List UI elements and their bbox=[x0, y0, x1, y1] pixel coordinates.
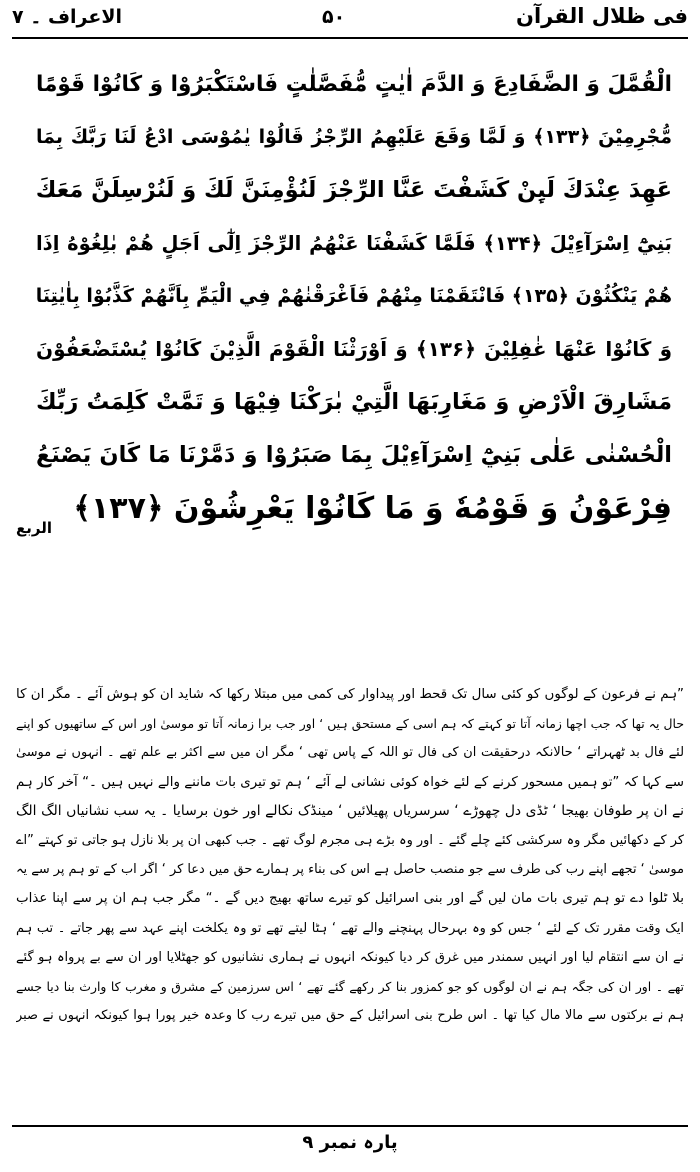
commentary-line: تھے ۔ اور ان کی جگہ ہم نے ان لوگوں کو جو کمزور بنا کر رکھے گئے تھے ‘ اس سرزمین کے مشرق و مغرب کا وارث بنا دیا جسے bbox=[16, 978, 684, 994]
commentary-line: لئے فال بد ٹھہراتے ‘ حالانکہ درحقیقت ان کی فال تو اللہ کے پاس تھی ‘ مگر ان میں سے اکثر بے علم تھے ۔ انہوں نے موسیٰ bbox=[16, 745, 684, 761]
verse-line: هُمْ يَنْكُثُوْنَ ﴿۱۳۵﴾ فَانْتَقَمْنَا مِنْهُمْ فَاَغْرَقْنٰهُمْ فِي الْيَمِّ بِاَنَّهُمْ كَذَّبُوْا بِاٰيٰتِنَا bbox=[36, 285, 672, 307]
page-number: ۵۰ bbox=[322, 6, 346, 28]
verse-line: فِرْعَوْنُ وَ قَوْمُهٗ وَ مَا كَانُوْا يَعْرِشُوْنَ ﴿۱۳۷﴾ bbox=[73, 491, 672, 526]
commentary-line: حال یہ تھا کہ جب اچھا زمانہ آتا تو کہتے کہ ہم اسی کے مستحق ہیں ‘ اور جب برا زمانہ آتا تو موسیٰ اور اس کے ساتھیوں کو اپنے bbox=[16, 716, 684, 732]
commentary-line: نے ان پر طوفان بھیجا ‘ ٹڈی دل چھوڑے ‘ سرسریاں پھیلائیں ‘ مینڈک نکالے اور خون برسایا ۔ یہ سب نشانیاں الگ الگ bbox=[16, 802, 684, 819]
verse-line: بَنِيْٓ اِسْرَآءِيْلَ ﴿۱۳۴﴾ فَلَمَّا كَشَفْنَا عَنْهُمُ الرِّجْزَ اِلٰٓى اَجَلٍ هُمْ بٰلِغُوْهُ اِذَا bbox=[36, 232, 672, 255]
commentary-line: ”ہم نے فرعون کے لوگوں کو کئی سال تک قحط اور پیداوار کی کمی میں مبتلا رکھا کہ شاید ان کو ہوش آئے ۔ مگر ان کا bbox=[16, 687, 684, 702]
commentary-line: ہم نے برکتوں سے مالا مال کیا تھا ۔ اس طرح بنی اسرائیل کے حق میں تیرے رب کا وعدہ خیر پورا ہوا کیونکہ انہوں نے صبر bbox=[16, 1008, 684, 1024]
verse-line: الْقُمَّلَ وَ الضَّفَادِعَ وَ الدَّمَ اٰيٰتٍ مُّفَصَّلٰتٍ فَاسْتَكْبَرُوْا وَ كَانُوْا قَوْمًا bbox=[36, 72, 672, 97]
verse-line: وَ كَانُوْا عَنْهَا غٰفِلِيْنَ ﴿۱۳۶﴾ وَ اَوْرَثْنَا الْقَوْمَ الَّذِيْنَ كَانُوْا يُسْتَضْعَفُوْنَ bbox=[36, 337, 672, 361]
book-title: فی ظلال القرآن bbox=[516, 4, 688, 28]
verse-line: عَهِدَ عِنْدَكَ لَىِٕنْ كَشَفْتَ عَنَّا الرِّجْزَ لَنُؤْمِنَنَّ لَكَ وَ لَنُرْسِلَنَّ مَعَكَ bbox=[36, 177, 672, 203]
verse-line: مَشَارِقَ الْاَرْضِ وَ مَغَارِبَهَا الَّتِيْ بٰرَكْنَا فِيْهَا وَ تَمَّتْ كَلِمَتُ رَبِّكَ bbox=[36, 389, 672, 415]
header-rule bbox=[12, 37, 688, 39]
commentary-line: موسیٰ ‘ تجھے اپنے رب کی طرف سے جو منصب حاصل ہے اس کی بناء پر ہمارے حق میں دعا کر ‘ اگر اب کے تو ہم پر سے یہ bbox=[16, 862, 684, 878]
footer-rule bbox=[12, 1125, 688, 1127]
surah-reference: الاعراف ۔ ۷ bbox=[12, 6, 123, 28]
urdu-commentary bbox=[16, 680, 684, 1030]
verse-line: الْحُسْنٰى عَلٰى بَنِيْٓ اِسْرَآءِيْلَ بِمَا صَبَرُوْا وَ دَمَّرْنَا مَا كَانَ يَصْنَعُ bbox=[36, 442, 672, 468]
commentary-line: نے ان سے انتقام لیا اور انہیں سمندر میں غرق کر دیا کیونکہ انہوں نے ہماری نشانیوں کو جھٹلایا اور ان سے بے پرواہ ہو گئے bbox=[16, 949, 684, 965]
rub-marker: الربع bbox=[16, 519, 52, 537]
arabic-verses bbox=[36, 58, 672, 535]
commentary-line: بلا ٹلوا دے تو ہم تیری بات مان لیں گے اور بنی اسرائیل کو تیرے ساتھ بھیج دیں گے ۔“ مگر جب ہم ان پر سے اپنا عذاب bbox=[16, 891, 684, 907]
para-label: پارہ نمبر ۹ bbox=[302, 1132, 398, 1153]
page-header bbox=[12, 0, 688, 40]
verse-line: مُّجْرِمِيْنَ ﴿۱۳۳﴾ وَ لَمَّا وَقَعَ عَلَيْهِمُ الرِّجْزُ قَالُوْا يٰمُوْسَى ادْعُ لَنَا رَبَّكَ بِمَا bbox=[36, 126, 672, 148]
commentary-line: ایک وقت مقرر تک کے لئے ‘ جس کو وہ بہرحال پہنچنے والے تھے ‘ ہٹا لیتے تھے تو وہ یکلخت اپنے عہد سے پھر جاتے ۔ تب ہم bbox=[16, 920, 684, 936]
commentary-line: سے کہا کہ ”تو ہمیں مسحور کرنے کے لئے خواہ کوئی نشانی لے آئے ‘ ہم تو تیری بات ماننے والے نہیں ہیں ۔“ آخر کار ہم bbox=[16, 774, 684, 790]
commentary-line: کر کے دکھائیں مگر وہ سرکشی کئے چلے گئے ۔ اور وہ بڑے ہی مجرم لوگ تھے ۔ جب کبھی ان پر بلا نازل ہو جاتی تو کہتے ”اے bbox=[16, 832, 684, 848]
